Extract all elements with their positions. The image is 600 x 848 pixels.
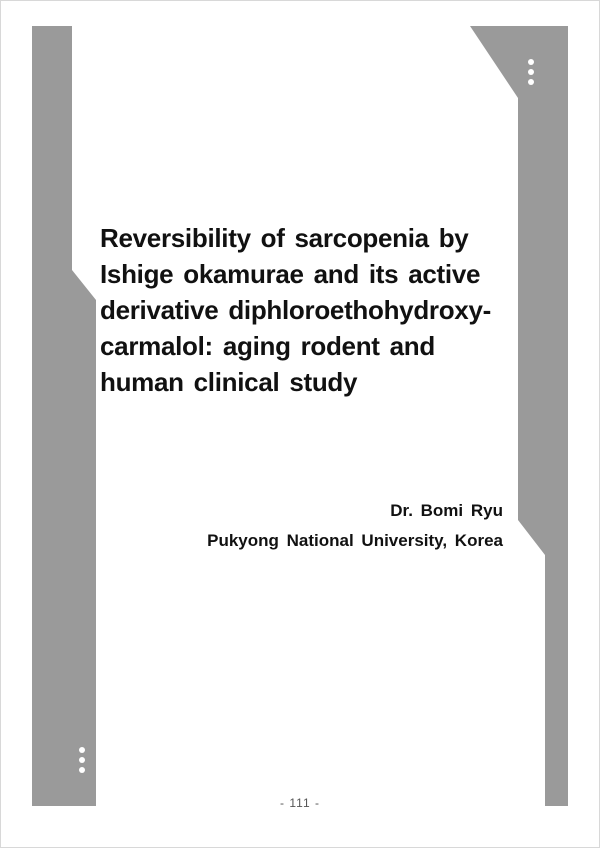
left-band bbox=[32, 26, 96, 806]
title-line: human clinical study bbox=[100, 367, 358, 397]
title-line: carmalol: aging rodent and bbox=[100, 331, 435, 361]
document-title bbox=[100, 220, 500, 400]
author-name: Dr. Bomi Ryu bbox=[390, 501, 503, 520]
author-affiliation: Pukyong National University, Korea bbox=[207, 531, 503, 550]
author-block bbox=[207, 496, 503, 556]
title-line: derivative diphloroethohydroxy- bbox=[100, 295, 491, 325]
title-line: Reversibility of sarcopenia by bbox=[100, 223, 469, 253]
right-band bbox=[470, 26, 568, 806]
page-number: - 111 - bbox=[280, 796, 320, 810]
title-line: Ishige okamurae and its active bbox=[100, 259, 481, 289]
